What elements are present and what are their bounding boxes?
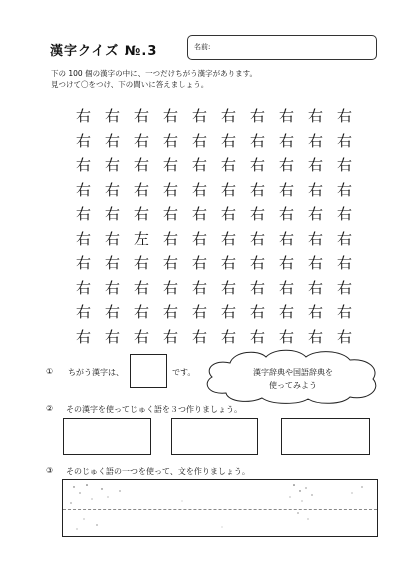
hint-line-2: 使ってみよう [269,381,317,390]
kanji-cell[interactable]: 右 [307,156,323,174]
kanji-cell[interactable]: 右 [104,180,120,199]
kanji-cell[interactable]: 右 [220,303,236,321]
kanji-cell[interactable]: 右 [191,205,207,223]
kanji-cell[interactable]: 右 [336,180,352,199]
kanji-cell[interactable]: 右 [133,303,149,321]
kanji-cell[interactable]: 右 [75,156,91,174]
kanji-cell[interactable]: 右 [191,180,207,199]
kanji-cell[interactable]: 右 [307,254,323,272]
kanji-cell[interactable]: 右 [249,205,265,223]
kanji-cell[interactable]: 右 [278,278,294,297]
scan-noise [62,479,378,537]
kanji-cell[interactable]: 右 [249,107,265,125]
kanji-cell[interactable]: 右 [162,205,178,223]
kanji-cell[interactable]: 右 [220,131,236,150]
kanji-cell[interactable]: 右 [75,303,91,321]
kanji-cell[interactable]: 右 [104,327,120,346]
kanji-cell[interactable]: 右 [249,180,265,199]
kanji-cell[interactable]: 右 [278,156,294,174]
kanji-cell[interactable]: 右 [220,229,236,248]
question-3-prompt: そのじゅく語の一つを使って、文を作りましょう。 [66,467,250,476]
kanji-cell[interactable]: 右 [307,107,323,125]
kanji-cell[interactable]: 右 [133,156,149,174]
kanji-cell[interactable]: 右 [307,229,323,248]
kanji-cell[interactable]: 右 [191,131,207,150]
kanji-cell[interactable]: 右 [104,303,120,321]
compound-word-box-3[interactable] [281,418,370,455]
kanji-cell[interactable]: 右 [336,156,352,174]
kanji-cell[interactable]: 右 [191,327,207,346]
kanji-cell[interactable]: 右 [104,229,120,248]
kanji-cell[interactable]: 右 [249,229,265,248]
kanji-cell[interactable]: 右 [191,156,207,174]
kanji-cell[interactable]: 右 [220,278,236,297]
kanji-cell[interactable]: 右 [191,107,207,125]
instruction-line-1: 下の 100 個の漢字の中に、一つだけちがう漢字があります。 [51,69,257,78]
kanji-cell[interactable]: 右 [278,205,294,223]
question-3-number: ③ [46,466,54,475]
kanji-cell[interactable]: 右 [278,254,294,272]
kanji-cell[interactable]: 右 [162,107,178,125]
kanji-cell[interactable]: 右 [249,303,265,321]
kanji-cell[interactable]: 右 [307,205,323,223]
name-field[interactable] [187,35,377,60]
kanji-cell[interactable]: 右 [133,131,149,150]
kanji-cell[interactable]: 右 [162,131,178,150]
kanji-cell[interactable]: 右 [191,229,207,248]
page-title: 漢字クイズ №.3 [50,44,158,59]
kanji-cell[interactable]: 右 [220,327,236,346]
answer-box-different-kanji[interactable] [130,354,167,388]
kanji-cell[interactable]: 右 [249,131,265,150]
question-2-prompt: その漢字を使ってじゅく語を３つ作りましょう。 [66,405,242,414]
kanji-cell[interactable]: 右 [336,278,352,297]
kanji-cell[interactable]: 右 [191,303,207,321]
kanji-cell[interactable]: 右 [75,254,91,272]
kanji-cell[interactable]: 右 [162,156,178,174]
kanji-cell[interactable]: 右 [162,303,178,321]
kanji-cell[interactable]: 左 [133,229,149,248]
kanji-grid [69,104,359,349]
kanji-cell[interactable]: 右 [220,180,236,199]
kanji-cell[interactable]: 右 [220,107,236,125]
kanji-cell[interactable]: 右 [133,254,149,272]
kanji-cell[interactable]: 右 [220,156,236,174]
kanji-cell[interactable]: 右 [278,327,294,346]
compound-word-box-2[interactable] [171,418,258,455]
kanji-cell[interactable]: 右 [162,180,178,199]
kanji-cell[interactable]: 右 [336,327,352,346]
kanji-cell[interactable]: 右 [75,180,91,199]
kanji-cell[interactable]: 右 [162,229,178,248]
kanji-cell[interactable]: 右 [104,131,120,150]
kanji-cell[interactable]: 右 [278,107,294,125]
kanji-cell[interactable]: 右 [220,254,236,272]
kanji-cell[interactable]: 右 [278,180,294,199]
kanji-cell[interactable]: 右 [75,327,91,346]
kanji-cell[interactable]: 右 [307,278,323,297]
hint-line-1: 漢字辞典や国語辞典を [253,368,333,377]
kanji-cell[interactable]: 右 [336,254,352,272]
kanji-cell[interactable]: 右 [104,205,120,223]
kanji-cell[interactable]: 右 [75,131,91,150]
kanji-cell[interactable]: 右 [133,278,149,297]
kanji-cell[interactable]: 右 [278,229,294,248]
kanji-cell[interactable]: 右 [133,205,149,223]
kanji-cell[interactable]: 右 [75,278,91,297]
kanji-cell[interactable]: 右 [104,254,120,272]
kanji-cell[interactable]: 右 [162,278,178,297]
kanji-cell[interactable]: 右 [133,180,149,199]
kanji-cell[interactable]: 右 [104,156,120,174]
kanji-cell[interactable]: 右 [336,303,352,321]
kanji-cell[interactable]: 右 [191,254,207,272]
kanji-cell[interactable]: 右 [249,254,265,272]
kanji-cell[interactable]: 右 [307,131,323,150]
kanji-cell[interactable]: 右 [133,327,149,346]
kanji-cell[interactable]: 右 [75,229,91,248]
kanji-cell[interactable]: 右 [336,131,352,150]
kanji-cell[interactable]: 右 [336,107,352,125]
kanji-cell[interactable]: 右 [75,107,91,125]
kanji-cell[interactable]: 右 [278,131,294,150]
kanji-cell[interactable]: 右 [307,327,323,346]
kanji-cell[interactable]: 右 [307,180,323,199]
kanji-cell[interactable]: 右 [336,229,352,248]
kanji-cell[interactable]: 右 [104,278,120,297]
kanji-cell[interactable]: 右 [249,278,265,297]
question-1-number: ① [46,367,54,376]
kanji-cell[interactable]: 右 [162,327,178,346]
question-2-number: ② [46,404,54,413]
instruction-line-2: 見つけて〇をつけ、下の間いに答えましょう。 [51,80,209,89]
kanji-cell[interactable]: 右 [249,156,265,174]
kanji-cell[interactable]: 右 [336,205,352,223]
name-label: 名前: [194,43,211,51]
compound-word-box-1[interactable] [63,418,151,455]
kanji-cell[interactable]: 右 [191,278,207,297]
kanji-cell[interactable]: 右 [104,107,120,125]
kanji-cell[interactable]: 右 [75,205,91,223]
kanji-cell[interactable]: 右 [249,327,265,346]
kanji-cell[interactable]: 右 [307,303,323,321]
question-1-prompt: ちがう漢字は、 [68,368,124,377]
kanji-cell[interactable]: 右 [162,254,178,272]
kanji-cell[interactable]: 右 [133,107,149,125]
kanji-cell[interactable]: 右 [220,205,236,223]
question-1-suffix: です。 [172,368,196,377]
kanji-cell[interactable]: 右 [278,303,294,321]
